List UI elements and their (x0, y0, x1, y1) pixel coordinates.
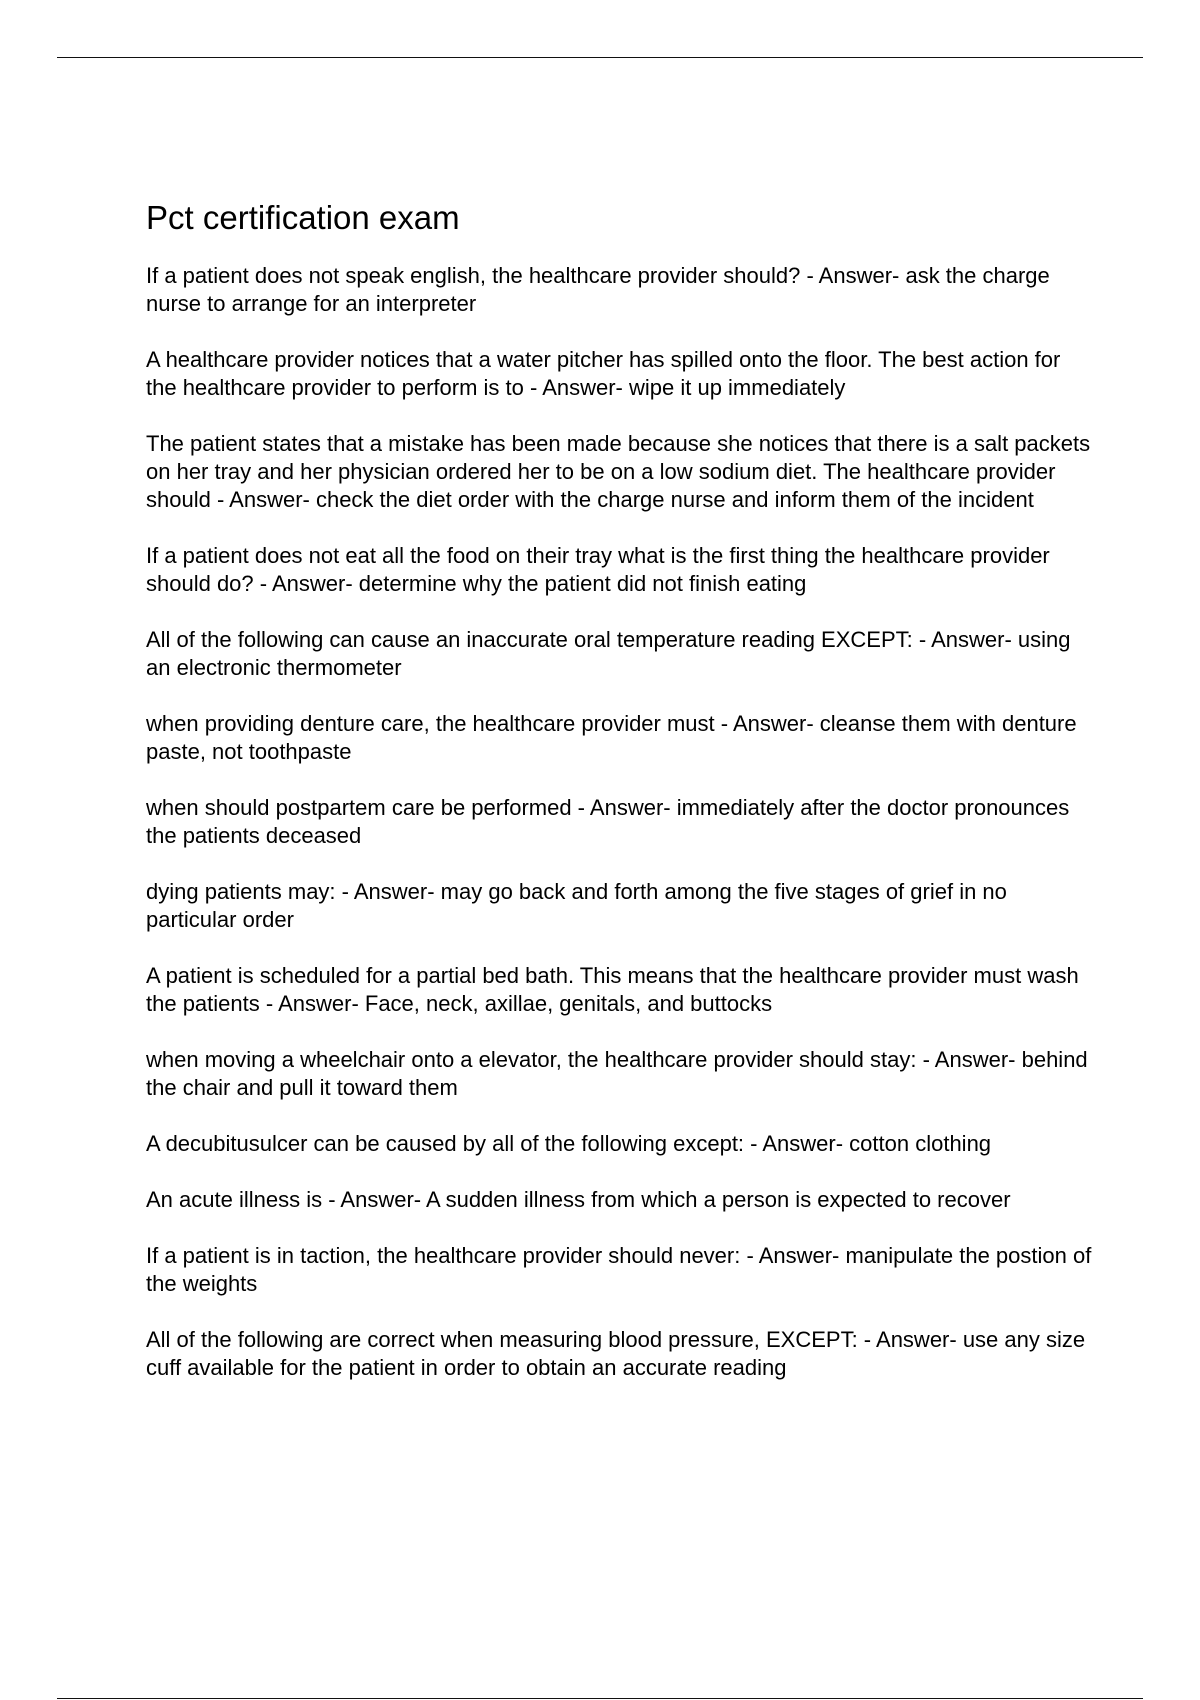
qa-item: An acute illness is - Answer- A sudden illness from which a person is expected to recover (146, 1186, 1011, 1212)
qa-item: All of the following are correct when measuring blood pressure, EXCEPT: - Answer- use any size cuff available for the patient in order to obtain an accurate reading (146, 1326, 1086, 1380)
qa-item: The patient states that a mistake has been made because she notices that there is a salt packets on her tray and her physician ordered her to be on a low sodium diet. The healthcare provider should - Answer- check the diet order with the charge nurse and inform them of the incident (146, 430, 1091, 512)
top-rule (57, 57, 1143, 58)
qa-item: when moving a wheelchair onto a elevator, the healthcare provider should stay: - Answer- behind the chair and pull it toward them (146, 1046, 1088, 1100)
qa-item: when providing denture care, the healthcare provider must - Answer- cleanse them with denture paste, not toothpaste (146, 710, 1077, 764)
qa-item: If a patient is in taction, the healthcare provider should never: - Answer- manipulate the postion of the weights (146, 1242, 1092, 1296)
qa-item: A healthcare provider notices that a water pitcher has spilled onto the floor. The best action for the healthcare provider to perform is to - Answer- wipe it up immediately (146, 346, 1061, 400)
qa-item: A patient is scheduled for a partial bed bath. This means that the healthcare provider must wash the patients - Answer- Face, neck, axillae, genitals, and buttocks (146, 962, 1079, 1016)
document-body (146, 198, 1096, 1410)
qa-item: All of the following can cause an inaccurate oral temperature reading EXCEPT: - Answer- using an electronic thermometer (146, 626, 1071, 680)
page-title: Pct certification exam (146, 199, 460, 236)
bottom-rule (57, 1698, 1143, 1699)
qa-item: If a patient does not speak english, the healthcare provider should? - Answer- ask the charge nurse to arrange for an interpreter (146, 262, 1050, 316)
qa-item: when should postpartem care be performed - Answer- immediately after the doctor pronounces the patients deceased (146, 794, 1070, 848)
qa-item: dying patients may: - Answer- may go back and forth among the five stages of grief in no particular order (146, 878, 1007, 932)
qa-item: A decubitusulcer can be caused by all of the following except: - Answer- cotton clothing (146, 1130, 992, 1156)
qa-item: If a patient does not eat all the food on their tray what is the first thing the healthcare provider should do? - Answer- determine why the patient did not finish eating (146, 542, 1050, 596)
